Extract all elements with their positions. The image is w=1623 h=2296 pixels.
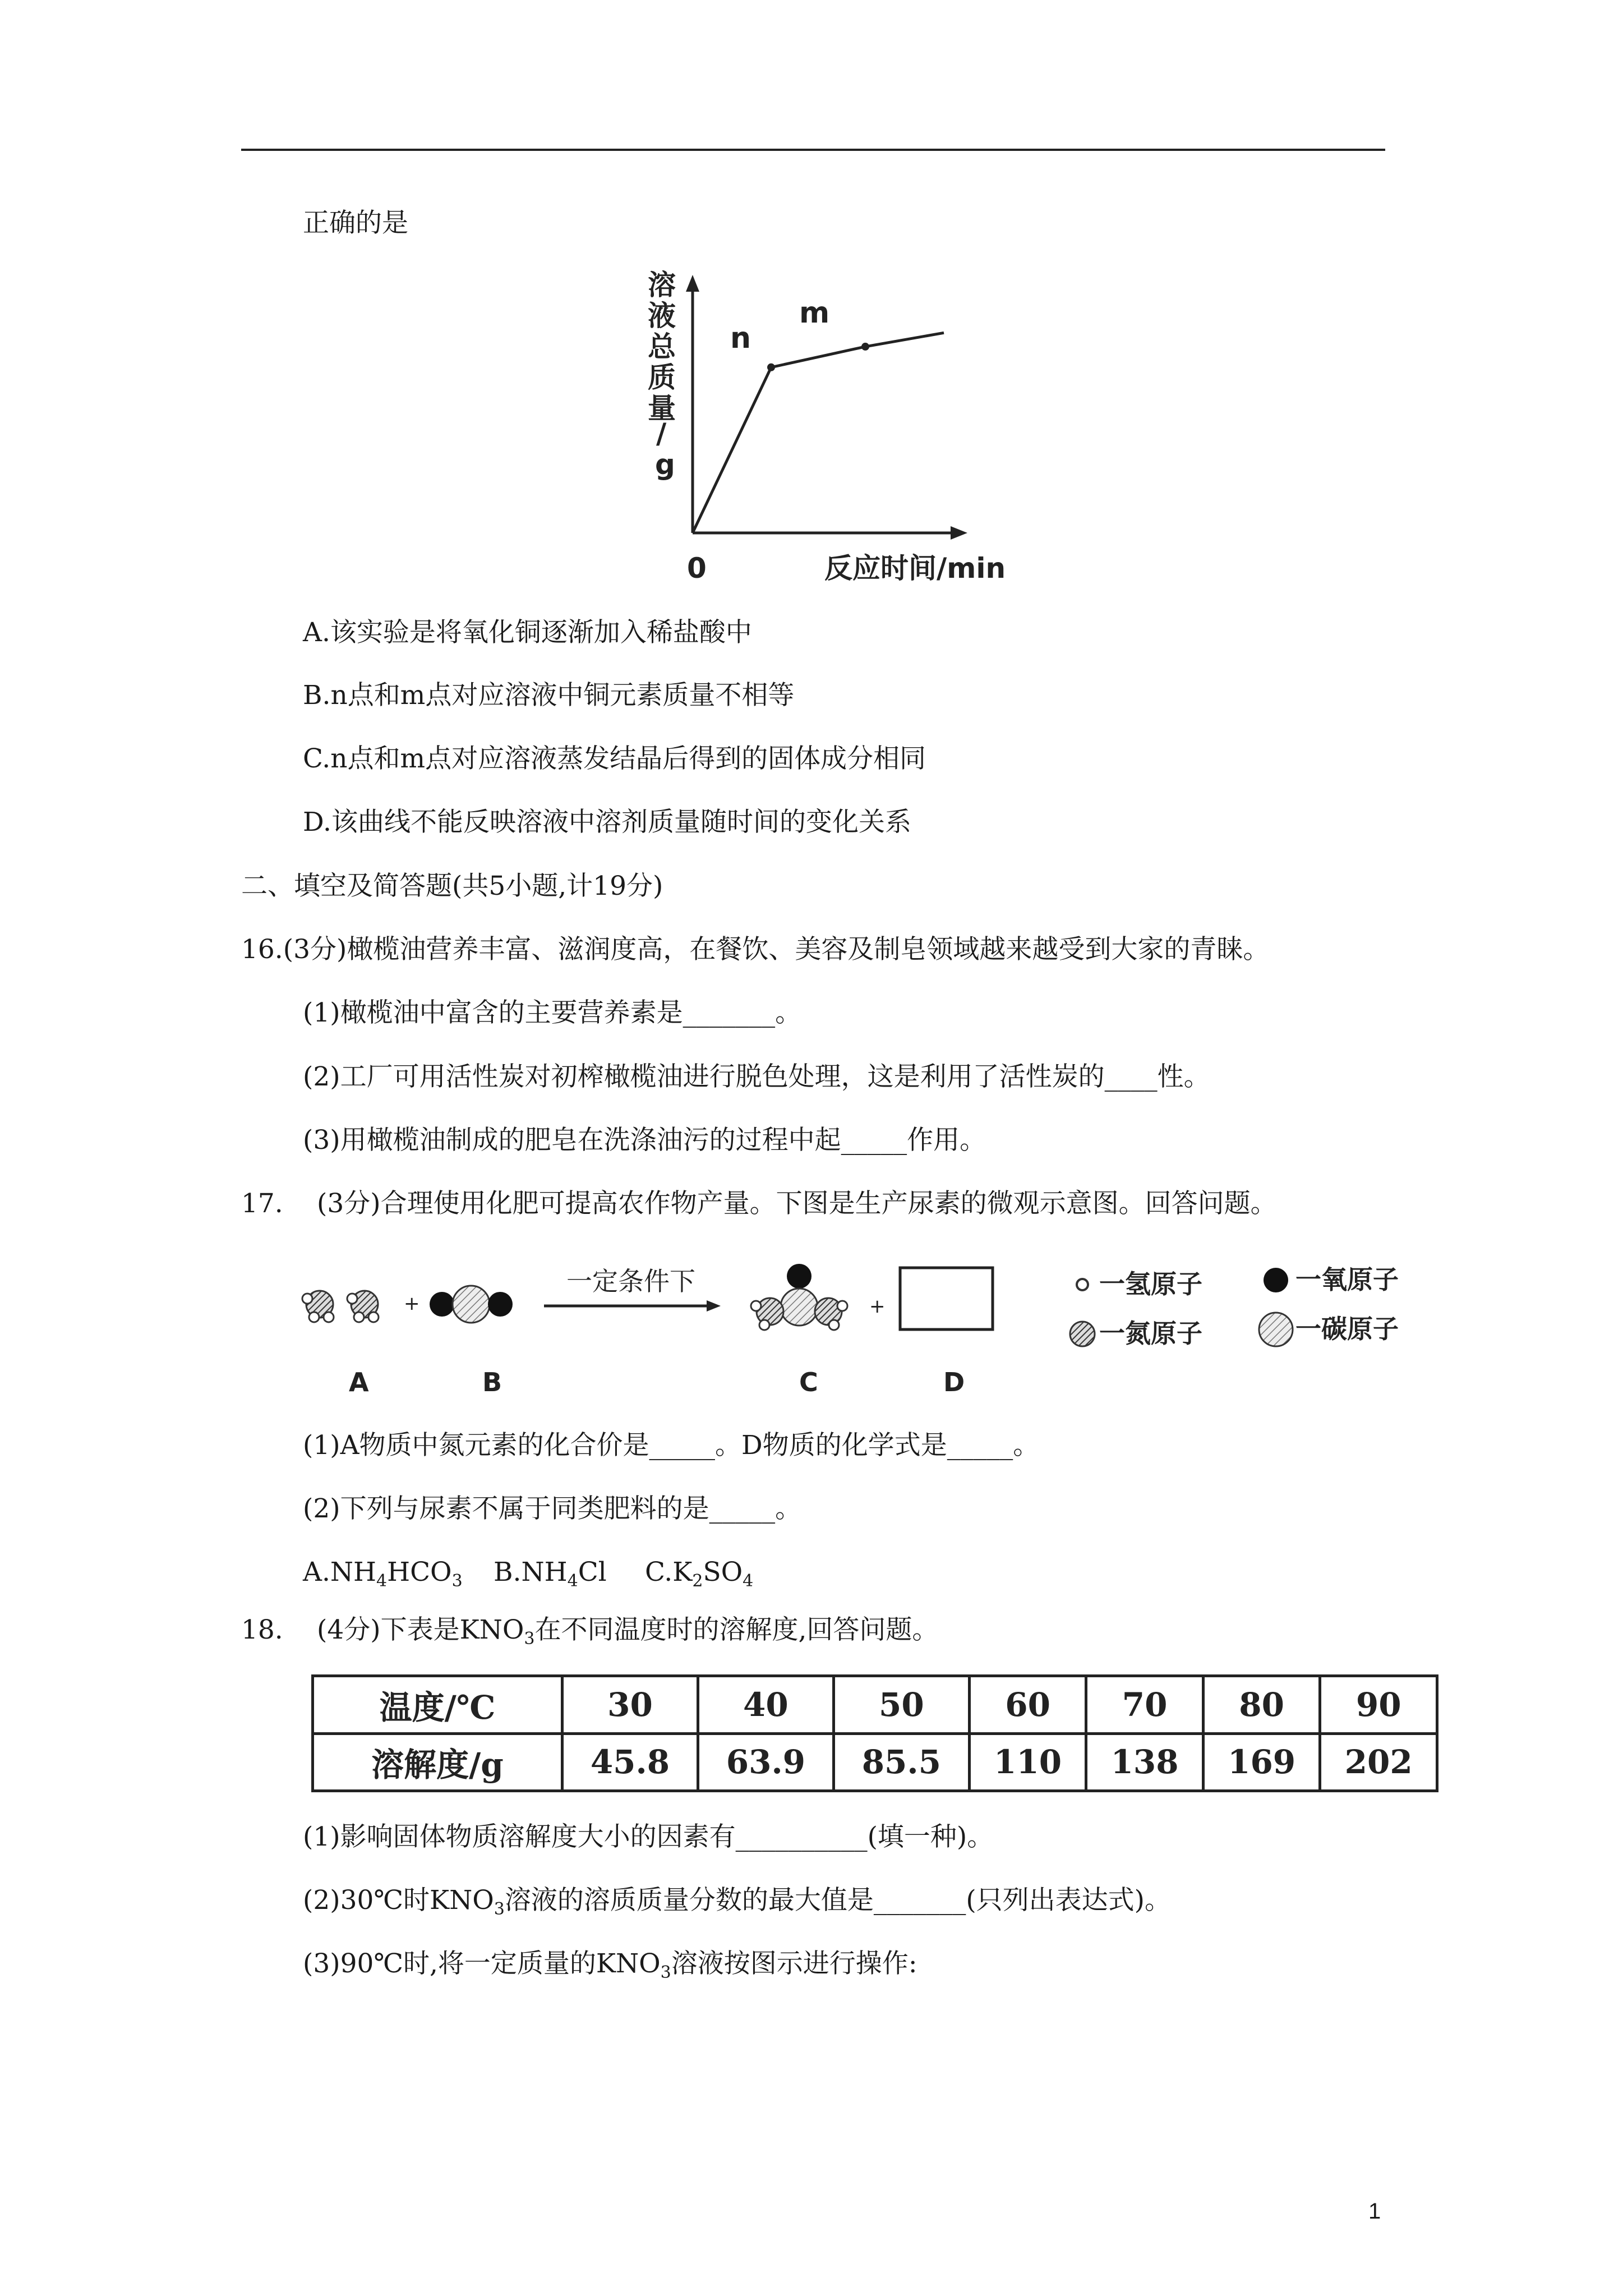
table-cell: 40	[698, 1676, 833, 1734]
q17-number: 17.	[241, 1188, 283, 1219]
q18-number: 18.	[241, 1614, 283, 1645]
label-b: B	[482, 1367, 502, 1397]
section-title: 二、填空及简答题(共5小题,计19分)	[241, 871, 663, 901]
origin-label: 0	[687, 552, 707, 585]
table-cell: 110	[969, 1733, 1086, 1791]
mass-curve	[693, 333, 944, 533]
table-row	[313, 1733, 1437, 1791]
q15-option-a: A.该实验是将氧化铜逐渐加入稀盐酸中	[303, 617, 752, 648]
q17-stem: (3分)合理使用化肥可提高农作物产量。下图是生产尿素的微观示意图。回答问题。	[317, 1188, 1277, 1219]
q18-part1: (1)影响固体物质溶解度大小的因素有__________(填一种)。	[303, 1821, 994, 1852]
table-cell: 90	[1320, 1676, 1437, 1734]
reaction-condition: 一定条件下	[566, 1266, 695, 1296]
y-label-char: 量	[648, 392, 676, 425]
label-d: D	[943, 1367, 965, 1397]
table-cell: 63.9	[698, 1733, 833, 1791]
table-cell: 202	[1320, 1733, 1437, 1791]
q16-part2: (2)工厂可用活性炭对初榨橄榄油进行脱色处理，这是利用了活性炭的____性。	[303, 1061, 1210, 1092]
x-axis-arrow	[951, 526, 967, 540]
q16-stem: 16.(3分)橄榄油营养丰富、滋润度高，在餐饮、美容及制皂领域越来越受到大家的青睐。	[241, 934, 1270, 965]
y-label-char: /	[656, 417, 667, 450]
q17-part2: (2)下列与尿素不属于同类肥料的是_____。	[303, 1493, 802, 1524]
intro-text: 正确的是	[303, 208, 408, 238]
mass-time-graph	[639, 264, 1049, 600]
table-cell: 138	[1086, 1733, 1204, 1791]
legend-oxygen: 一氧原子	[1295, 1264, 1399, 1295]
q15-option-d: D.该曲线不能反映溶液中溶剂质量随时间的变化关系	[303, 807, 911, 838]
molecule-c	[751, 1264, 847, 1330]
molecule-b	[430, 1286, 513, 1323]
page-number: 1	[1368, 2199, 1381, 2224]
table-row	[313, 1676, 1437, 1734]
plus-sign: +	[404, 1292, 420, 1315]
y-label-char: g	[655, 448, 675, 481]
q18-part2: (2)30℃时$KNO_3$溶液的溶质质量分数的最大值是_______(只列出表达式)。	[303, 1885, 1171, 1919]
product-d-box	[900, 1268, 993, 1329]
q17-part1: (1)A物质中氮元素的化合价是_____。D物质的化学式是_____。	[303, 1430, 1040, 1461]
table-cell: 169	[1203, 1733, 1320, 1791]
point-n-label: n	[730, 321, 751, 355]
x-axis-label: 反应时间/min	[824, 552, 1006, 585]
y-label-char: 总	[648, 330, 676, 363]
point-n-marker	[767, 364, 775, 371]
y-axis-label	[648, 269, 676, 481]
plus-sign: +	[869, 1295, 886, 1318]
table-cell: 85.5	[833, 1733, 969, 1791]
header-rule	[241, 149, 1385, 151]
q17-option-a: $A.NH_4HCO_3$	[303, 1557, 463, 1591]
q16-part3: (3)用橄榄油制成的肥皂在洗涤油污的过程中起_____作用。	[303, 1125, 986, 1156]
table-cell: 70	[1086, 1676, 1204, 1734]
y-axis-arrow	[686, 275, 699, 292]
y-label-char: 溶	[648, 269, 676, 301]
legend-hydrogen: 一氢原子	[1099, 1269, 1202, 1299]
table-cell: 30	[562, 1676, 698, 1734]
q18-stem: (4分)下表是$KNO_3$在不同温度时的溶解度,回答问题。	[317, 1614, 939, 1649]
label-a: A	[349, 1367, 369, 1397]
q15-option-b: B.n点和m点对应溶液中铜元素质量不相等	[303, 680, 795, 711]
legend-carbon: 一碳原子	[1295, 1314, 1399, 1344]
point-m-label: m	[799, 296, 830, 330]
q18-part3: (3)90℃时,将一定质量的$KNO_3$溶液按图示进行操作:	[303, 1948, 917, 1982]
q15-option-c: C.n点和m点对应溶液蒸发结晶后得到的固体成分相同	[303, 743, 926, 774]
y-label-char: 质	[648, 361, 676, 394]
y-label-char: 液	[648, 300, 676, 332]
q17-option-c: $C.K_2SO_4$	[645, 1557, 754, 1591]
table-header-temp: 温度/℃	[313, 1676, 562, 1734]
table-cell: 80	[1203, 1676, 1320, 1734]
reaction-diagram	[297, 1251, 1453, 1402]
table-cell: 50	[833, 1676, 969, 1734]
legend-nitrogen: 一氮原子	[1099, 1318, 1202, 1349]
table-cell: 60	[969, 1676, 1086, 1734]
solubility-table	[311, 1674, 1438, 1792]
point-m-marker	[861, 343, 869, 351]
q16-part1: (1)橄榄油中富含的主要营养素是_______。	[303, 997, 802, 1028]
q17-option-b: $B.NH_4Cl$	[494, 1557, 607, 1591]
table-header-solubility: 溶解度/g	[313, 1733, 562, 1791]
molecule-a	[302, 1291, 379, 1322]
legend	[1070, 1264, 1399, 1349]
label-c: C	[799, 1367, 818, 1397]
table-cell: 45.8	[562, 1733, 698, 1791]
